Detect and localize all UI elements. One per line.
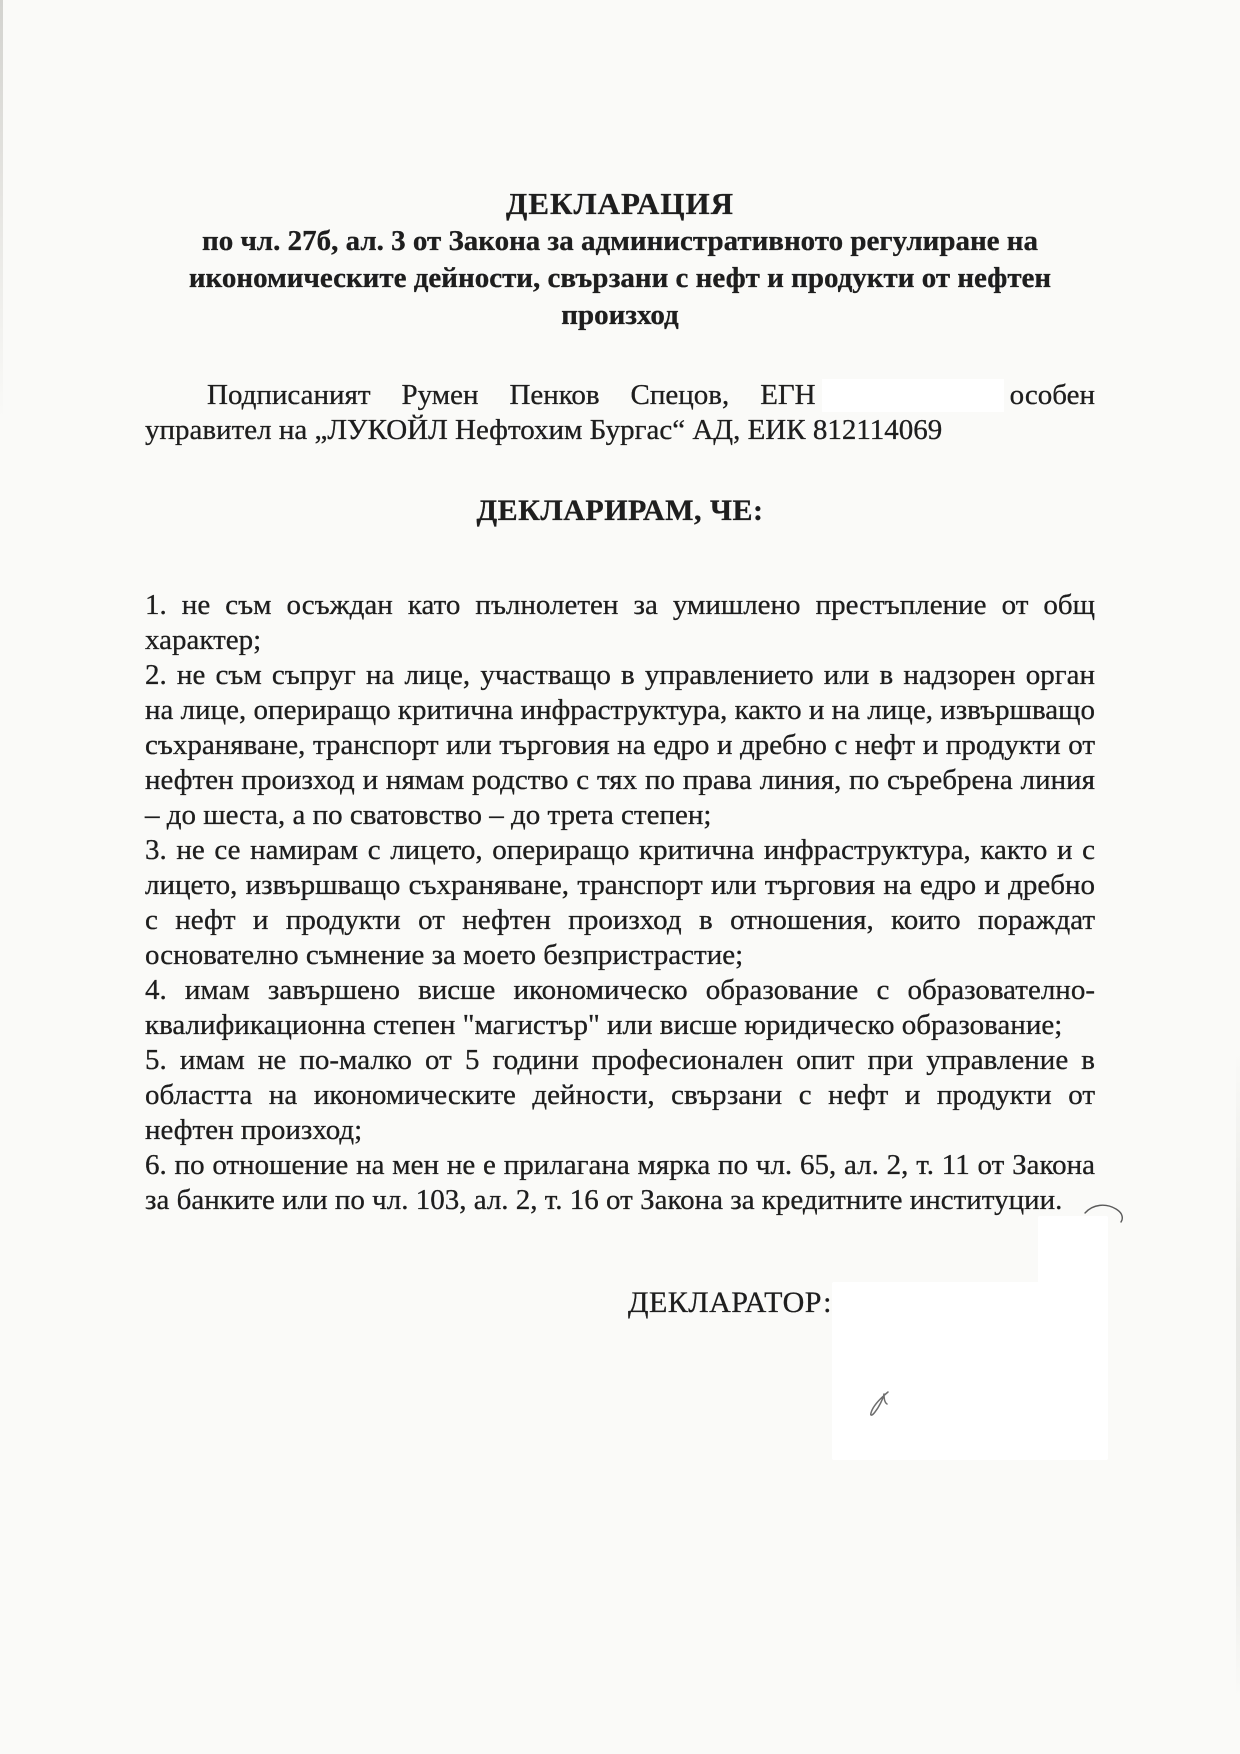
document-subtitle-line-3: произход xyxy=(561,299,679,331)
intro-text-after-egn: особен управител на „ЛУКОЙЛ Нефтохим Бургас“ АД, ЕИК 812114069 xyxy=(145,379,1095,446)
declaration-item-5: 5. имам не по-малко от 5 години професионален опит при управление в областта на икономическите дейности, свързани с нефт и продукти от нефтен произход; xyxy=(145,1044,1095,1146)
document-title: ДЕКЛАРАЦИЯ xyxy=(506,186,734,221)
declaration-item-3: 3. не се намирам с лицето, опериращо критична инфраструктура, както и с лицето, извършващо съхраняване, транспорт или търговия на едро и дребно с нефт и продукти от нефтен произход в отношения, които пораждат основателно съмнение за моето безпристрастие; xyxy=(145,834,1095,971)
declaration-item-1: 1. не съм осъждан като пълнолетен за умишлено престъпление от общ характер; xyxy=(145,589,1095,656)
document-subtitle-line-2: икономическите дейности, свързани с нефт и продукти от нефтен xyxy=(188,262,1052,294)
scan-edge-right xyxy=(1236,1050,1240,1700)
document-header xyxy=(145,185,1095,334)
declaration-item-4: 4. имам завършено висше икономическо образование с образователно-квалификационна степен "магистър" или висше юридическо образование; xyxy=(145,974,1095,1041)
egn-redaction-box xyxy=(822,379,1004,412)
whiteout-patch-signature-area xyxy=(832,1282,1108,1460)
signature-stroke xyxy=(863,1390,897,1420)
declare-heading: ДЕКЛАРИРАМ, ЧЕ: xyxy=(476,494,764,527)
declaration-item-2: 2. не съм съпруг на лице, участващо в управлението или в надзорен орган на лице, опериращо критична инфраструктура, както и на лице, извършващо съхраняване, транспорт или търговия на едро и дребно с нефт и продукти от нефтен произход и нямам родство с тях по права линия, по съребрена линия – до шеста, а по сватовство – до трета степен; xyxy=(145,659,1095,831)
pen-flourish-mark xyxy=(1084,1200,1132,1228)
declaration-items xyxy=(145,588,1095,1218)
document-subtitle-line-1: по чл. 27б, ал. 3 от Закона за административното регулиране на xyxy=(201,225,1038,257)
intro-text-before-egn: Подписаният Румен Пенков Спецов, ЕГН xyxy=(207,379,816,411)
declaration-item-6: 6. по отношение на мен не е прилагана мярка по чл. 65, ал. 2, т. 11 от Закона за банките или по чл. 103, ал. 2, т. 16 от Закона за кредитните институции. xyxy=(145,1149,1095,1216)
scan-edge-left xyxy=(0,0,3,420)
declarator-label: ДЕКЛАРАТОР: xyxy=(628,1286,832,1319)
intro-paragraph xyxy=(145,378,1095,448)
